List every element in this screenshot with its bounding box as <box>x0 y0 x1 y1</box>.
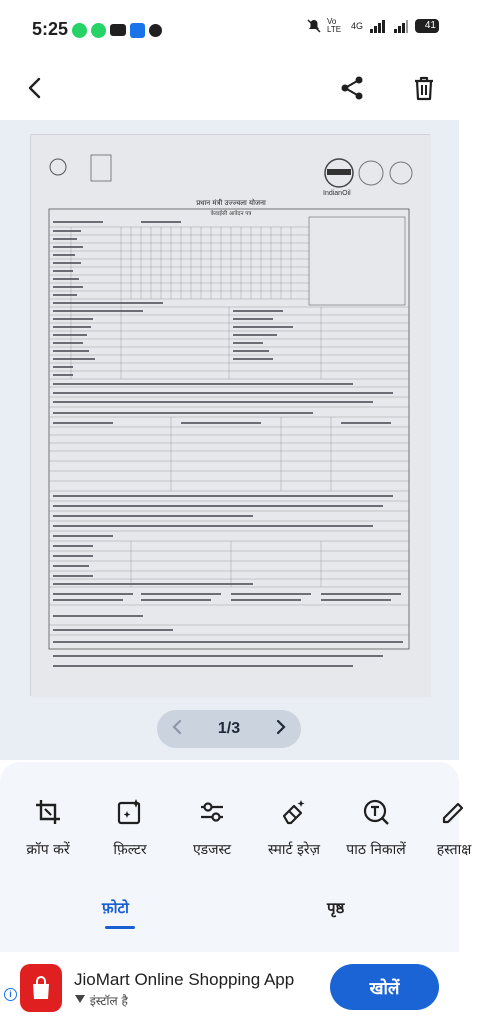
form-subtitle: केवाईसी आवेदन पत्र <box>210 211 252 217</box>
settings-icon <box>149 24 162 37</box>
ad-title: JioMart Online Shopping App <box>74 970 295 989</box>
page-counter: 1/3 <box>217 720 241 737</box>
share-icon <box>339 75 365 101</box>
filter-tool-button[interactable] <box>90 798 170 859</box>
tab-photo-indicator <box>105 926 135 929</box>
youtube-icon <box>110 24 126 36</box>
installed-icon <box>74 995 86 1005</box>
next-page-button[interactable] <box>275 719 287 740</box>
crop-icon <box>34 798 62 826</box>
edit-toolbar <box>0 762 472 892</box>
prev-page-button[interactable] <box>171 719 183 740</box>
signature-tool-button[interactable] <box>414 798 494 859</box>
adjust-tool-label: एडजस्ट <box>192 842 232 858</box>
chevron-left-icon <box>171 719 183 735</box>
network-label: Vo LTE <box>326 17 342 34</box>
filter-tool-label: फ़िल्टर <box>113 842 147 858</box>
whatsapp-icon <box>72 23 87 38</box>
battery-indicator: 41 <box>415 19 439 33</box>
document-viewer[interactable] <box>0 120 459 760</box>
share-button[interactable] <box>332 68 372 108</box>
ad-open-button[interactable]: खोलें <box>330 964 439 1010</box>
notification-icons <box>72 21 162 39</box>
smart-erase-tool-label: स्मार्ट इरेज़ <box>268 842 320 858</box>
form-title: प्रधान मंत्री उज्ज्वला योजना <box>196 199 266 207</box>
page-pager <box>157 710 301 748</box>
adjust-icon <box>198 798 226 826</box>
chevron-right-icon <box>275 719 287 735</box>
scanned-document-image[interactable] <box>30 134 430 696</box>
status-right <box>307 18 439 34</box>
signature-tool-label: हस्ताक्ष <box>436 842 472 858</box>
mute-icon <box>307 19 321 33</box>
ad-subtitle <box>74 992 128 1009</box>
status-bar <box>0 0 459 56</box>
shopping-bag-icon <box>29 975 53 1001</box>
smart-erase-tool-button[interactable] <box>254 798 334 859</box>
trash-icon <box>412 75 436 101</box>
arrow-back-icon <box>24 76 48 100</box>
delete-button[interactable] <box>404 68 444 108</box>
adjust-tool-button[interactable] <box>172 798 252 859</box>
extract-text-icon <box>362 798 390 826</box>
back-button[interactable] <box>16 68 56 108</box>
crop-tool-button[interactable] <box>8 798 88 859</box>
status-time: 5:25 <box>32 19 69 39</box>
signal-icon-2 <box>393 19 409 33</box>
jiomart-logo <box>20 964 62 1012</box>
tab-photo[interactable]: फ़ोटो <box>102 899 129 917</box>
signal-icon <box>369 19 387 33</box>
signature-icon <box>440 798 468 826</box>
app-bar <box>0 56 459 120</box>
extract-text-tool-button[interactable] <box>336 798 416 859</box>
document-form-drawing <box>31 135 431 697</box>
extract-text-tool-label: पाठ निकालें <box>346 842 406 858</box>
tab-page[interactable]: पृष्ठ <box>327 899 345 917</box>
brand-text: IndianOil <box>323 190 351 197</box>
ad-info-icon[interactable]: i <box>4 988 17 1001</box>
whatsapp-business-icon <box>91 23 106 38</box>
network-type-label: 4G <box>350 21 363 31</box>
bottom-tabs <box>0 892 459 952</box>
ad-banner[interactable] <box>0 952 459 1024</box>
filter-icon <box>116 798 144 826</box>
crop-tool-label: क्रॉप करें <box>26 842 70 858</box>
ad-subtitle-text: इंस्टॉल है <box>89 994 128 1008</box>
eraser-icon <box>280 798 308 826</box>
phone-pe-icon <box>130 23 145 38</box>
